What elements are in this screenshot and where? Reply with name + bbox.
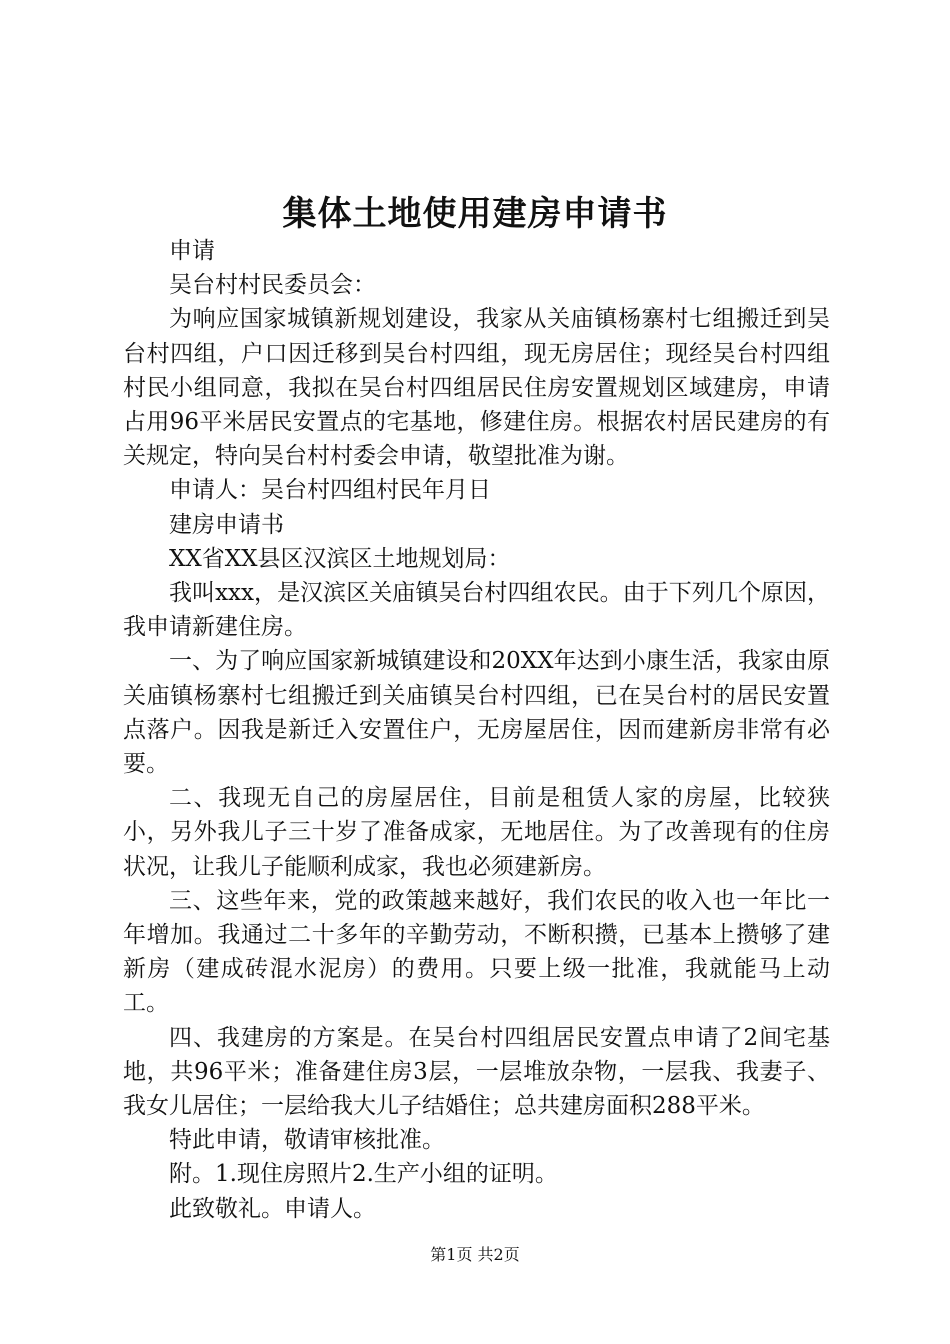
paragraph: 此致敬礼。申请人。 [169, 1195, 376, 1222]
document-title: 集体土地使用建房申请书 [282, 194, 668, 234]
paragraph: 特此申请，敬请审核批准。 [169, 1127, 445, 1154]
paragraph: 三、这些年来，党的政策越来越好，我们农民的收入也一年比一年增加。我通过二十多年的辛勤劳动，不断积攒，已基本上攒够了建新房（建成砖混水泥房）的费用。只要上级一批准，我就能马上动工。 [123, 887, 830, 1017]
paragraph: 吴台村村民委员会： [169, 272, 376, 299]
paragraph: 申请 [169, 238, 215, 264]
paragraph: 二、我现无自己的房屋居住，目前是租赁人家的房屋，比较狭小，另外我儿子三十岁了准备成家，无地居住。为了改善现有的住房状况，让我儿子能顺利成家，我也必须建新房。 [123, 785, 830, 880]
paragraph: 附。1.现住房照片2.生产小组的证明。 [169, 1161, 558, 1188]
paragraph: 为响应国家城镇新规划建设，我家从关庙镇杨寨村七组搬迁到吴台村四组，户口因迁移到吴台村四组，现无房居住；现经吴台村四组村民小组同意，我拟在吴台村四组居民住房安置规划区域建房，申请占用96平米居民安置点的宅基地，修建住房。根据农村居民建房的有关规定，特向吴台村村委会申请，敬望批准为谢。 [123, 306, 830, 470]
document-body [123, 234, 830, 1226]
paragraph: 一、为了响应国家新城镇建设和20XX年达到小康生活，我家由原关庙镇杨寨村七组搬迁到关庙镇吴台村四组，已在吴台村的居民安置点落户。因我是新迁入安置住户，无房屋居住，因而建新房非常有必要。 [123, 648, 830, 778]
paragraph: XX省XX县区汉滨区土地规划局： [169, 545, 511, 572]
paragraph: 四、我建房的方案是。在吴台村四组居民安置点申请了2间宅基地，共96平米；准备建住房3层，一层堆放杂物，一层我、我妻子、我女儿居住；一层给我大儿子结婚住；总共建房面积288平米。 [123, 1024, 830, 1120]
paragraph: 申请人：吴台村四组村民年月日 [169, 477, 491, 504]
paragraph: 建房申请书 [169, 511, 284, 538]
paragraph: 我叫xxx，是汉滨区关庙镇吴台村四组农民。由于下列几个原因，我申请新建住房。 [123, 580, 830, 641]
page-number-footer: 第1页 共2页 [430, 1245, 520, 1264]
